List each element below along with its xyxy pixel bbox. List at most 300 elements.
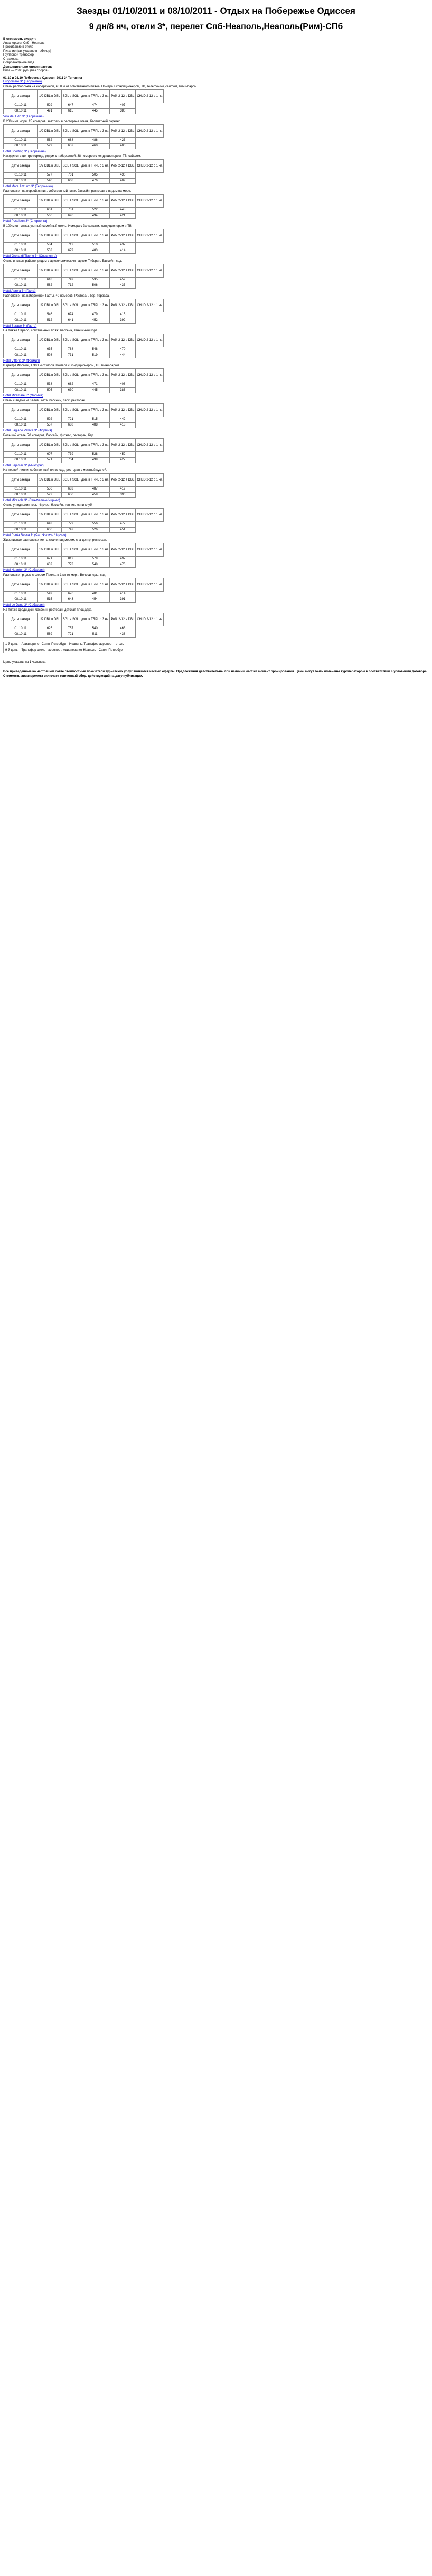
- column-header: Реб. 2-12 в DBL: [110, 439, 136, 452]
- table-row: [4, 417, 164, 423]
- column-header: Даты заезда: [4, 578, 38, 592]
- column-header: доп. в TRPL с 3 на: [80, 404, 109, 417]
- price-cell: 701: [61, 173, 80, 179]
- price-table: [3, 403, 164, 428]
- hotel-block: [3, 394, 429, 428]
- hotel-link[interactable]: Hotel Grotta di Tiberio 3* (Сперлонга): [3, 255, 57, 258]
- date-cell: 08.10.11: [4, 457, 38, 463]
- date-cell: 01.10.11: [4, 522, 38, 528]
- price-cell: 721: [61, 417, 80, 423]
- table-row: [4, 278, 164, 283]
- price-cell: 696: [61, 213, 80, 219]
- price-cell: 643: [61, 597, 80, 603]
- price-cell: 430: [110, 173, 136, 179]
- column-header: SGL в SGL: [61, 474, 80, 487]
- price-cell: 571: [38, 457, 62, 463]
- price-table-header: [4, 369, 164, 382]
- price-cell: 683: [61, 487, 80, 493]
- price-cell: 392: [110, 318, 136, 324]
- column-header: 1/2 DBL в DBL: [38, 229, 62, 243]
- column-header: 1/2 DBL в DBL: [38, 264, 62, 278]
- column-header: Даты заезда: [4, 334, 38, 347]
- page-title: Заезды 01/10/2011 и 08/10/2011 - Отдых на Побережье Одиссея: [77, 6, 355, 16]
- column-header: Реб. 2-12 в DBL: [110, 299, 136, 312]
- date-cell: 01.10.11: [4, 173, 38, 179]
- price-table: [3, 334, 164, 358]
- price-table: [3, 613, 164, 638]
- price-cell: 391: [110, 597, 136, 603]
- column-header: 1/2 DBL в DBL: [38, 578, 62, 592]
- price-cell: 463: [110, 626, 136, 632]
- table-row: [4, 387, 164, 393]
- column-header: CHLD 2-12 с 1 на: [136, 404, 164, 417]
- price-cell: 577: [38, 173, 62, 179]
- date-cell: 01.10.11: [4, 452, 38, 458]
- price-cell: 712: [61, 243, 80, 248]
- price-cell: 635: [38, 347, 62, 353]
- price-cell: 742: [61, 527, 80, 533]
- column-header: 1/2 DBL в DBL: [38, 474, 62, 487]
- price-cell: 556: [80, 522, 109, 528]
- price-cell: 538: [38, 382, 62, 388]
- hotel-block: [3, 80, 429, 114]
- includes-item: Сопровождение гида: [3, 61, 34, 65]
- price-cell: 515: [38, 597, 62, 603]
- price-cell: 522: [38, 492, 62, 498]
- hotel-link[interactable]: Hotel Serapo 3* (Гаэта): [3, 325, 37, 328]
- column-header: Даты заезда: [4, 264, 38, 278]
- hotel-link[interactable]: Hotel Miramare 3* (Формия): [3, 394, 43, 398]
- hotel-link[interactable]: Hotel Le Dune 3* (Сабаудия): [3, 604, 45, 607]
- date-cell: 08.10.11: [4, 492, 38, 498]
- price-cell: 548: [80, 562, 109, 568]
- hotel-link[interactable]: Hotel Aurora 3* (Гаэта): [3, 290, 36, 293]
- price-cell: 553: [38, 248, 62, 254]
- column-header: доп. в TRPL с 3 на: [80, 299, 109, 312]
- hotel-link[interactable]: Lungomare 3* (Террачина): [3, 80, 42, 84]
- price-cell: 499: [80, 457, 109, 463]
- column-header: Реб. 2-12 в DBL: [110, 195, 136, 208]
- column-header: доп. в TRPL с 3 на: [80, 90, 109, 103]
- column-header: Даты заезда: [4, 613, 38, 626]
- price-cell: 477: [110, 522, 136, 528]
- column-header: SGL в SGL: [61, 439, 80, 452]
- hotel-block: [3, 569, 429, 603]
- column-header: SGL в SGL: [61, 264, 80, 278]
- price-cell: 526: [80, 527, 109, 533]
- hotel-block: [3, 290, 429, 324]
- column-header: CHLD 2-12 с 1 на: [136, 299, 164, 312]
- price-table-header: [4, 90, 164, 103]
- table-row: [4, 103, 164, 109]
- table-row: [4, 208, 164, 214]
- price-cell: 409: [110, 178, 136, 184]
- price-cell: 488: [80, 422, 109, 428]
- price-cell: 606: [38, 527, 62, 533]
- price-cell: 779: [61, 522, 80, 528]
- column-header: Реб. 2-12 в DBL: [110, 613, 136, 626]
- date-cell: 08.10.11: [4, 527, 38, 533]
- price-cell: 712: [61, 283, 80, 289]
- table-row: [4, 243, 164, 248]
- column-header: Реб. 2-12 в DBL: [110, 125, 136, 138]
- price-cell: 688: [61, 422, 80, 428]
- price-cell: 522: [80, 208, 109, 214]
- price-cell: 486: [80, 138, 109, 144]
- column-header: SGL в SGL: [61, 334, 80, 347]
- price-cell: 812: [61, 557, 80, 562]
- hotel-description: Отель в тихом районе, рядом с археологическим парком Тиберия. Бассейн, сад.: [3, 259, 123, 263]
- date-cell: 01.10.11: [4, 103, 38, 109]
- column-header: Реб. 2-12 в DBL: [110, 509, 136, 522]
- price-cell: 515: [80, 417, 109, 423]
- price-cell: 625: [38, 626, 62, 632]
- date-cell: 01.10.11: [4, 592, 38, 597]
- price-cell: 528: [80, 452, 109, 458]
- price-cell: 454: [80, 597, 109, 603]
- price-cell: 607: [38, 452, 62, 458]
- date-cell: 01.10.11: [4, 626, 38, 632]
- hotel-block: [3, 499, 429, 533]
- hotel-block: [3, 220, 429, 254]
- price-cell: 704: [61, 457, 80, 463]
- date-cell: 01.10.11: [4, 557, 38, 562]
- includes-item: Групповой трансфер: [3, 53, 34, 57]
- hotel-link[interactable]: Hotel Vittoria 3* (Формия): [3, 359, 40, 363]
- table-row: [4, 178, 164, 184]
- hotel-description: Отель расположен на набережной, в 50 м от собственного пляжа. Номера с кондиционером, ТВ, телефоном, сейфом, мини-баром.: [3, 85, 198, 88]
- column-header: Реб. 2-12 в DBL: [110, 334, 136, 347]
- hotel-description: Отель у подножия горы Чирчео, бассейн, теннис, мини-клуб.: [3, 503, 93, 507]
- price-table-header: [4, 195, 164, 208]
- column-header: SGL в SGL: [61, 404, 80, 417]
- hotel-link[interactable]: Hotel Mare Azzurro 3* (Террачина): [3, 185, 53, 189]
- transfer-desc: Авиаперелет Санкт-Петербург - Неаполь. Трансфер аэропорт - отель: [20, 642, 126, 648]
- column-header: 1/2 DBL в DBL: [38, 439, 62, 452]
- hotel-description: В 200 м от моря, 15 номеров, завтраки в ресторане отеля, бесплатный паркинг.: [3, 119, 120, 123]
- column-header: 1/2 DBL в DBL: [38, 369, 62, 382]
- price-table: [3, 543, 164, 568]
- column-header: SGL в SGL: [61, 229, 80, 243]
- transfer-day: 9-й день: [4, 648, 20, 653]
- hotel-link[interactable]: Hotel Punta Rossa 3* (Сан-Феличе-Чирчео): [3, 534, 67, 538]
- table-row: [4, 143, 164, 149]
- column-header: CHLD 2-12 с 1 на: [136, 160, 164, 173]
- price-table: [3, 124, 164, 149]
- column-header: Реб. 2-12 в DBL: [110, 90, 136, 103]
- hotel-link[interactable]: Hotel Poseidon 3* (Сперлонга): [3, 220, 48, 224]
- column-header: Даты заезда: [4, 543, 38, 557]
- price-table: [3, 508, 164, 533]
- price-cell: 768: [61, 347, 80, 353]
- column-header: CHLD 2-12 с 1 на: [136, 543, 164, 557]
- hotel-description: В 100 м от пляжа, уютный семейный отель. Номера с балконами, кондиционером и ТВ.: [3, 224, 133, 228]
- column-header: доп. в TRPL с 3 на: [80, 264, 109, 278]
- date-cell: 08.10.11: [4, 353, 38, 358]
- column-header: доп. в TRPL с 3 на: [80, 509, 109, 522]
- date-cell: 08.10.11: [4, 387, 38, 393]
- table-row: [4, 213, 164, 219]
- price-cell: 400: [110, 143, 136, 149]
- price-cell: 540: [80, 626, 109, 632]
- hotel-description: На пляже среди дюн, бассейн, ресторан, детская площадка.: [3, 608, 93, 612]
- extra-item: Виза — 2000 руб. (без сборов): [3, 69, 49, 73]
- price-cell: 632: [38, 562, 62, 568]
- price-cell: 579: [80, 557, 109, 562]
- hotel-block: [3, 359, 429, 393]
- price-cell: 519: [80, 353, 109, 358]
- price-cell: 535: [80, 278, 109, 283]
- column-header: доп. в TRPL с 3 на: [80, 543, 109, 557]
- column-header: доп. в TRPL с 3 на: [80, 229, 109, 243]
- column-header: CHLD 2-12 с 1 на: [136, 125, 164, 138]
- hotel-description: На пляже Серапо, собственный пляж, бассейн, теннисный корт.: [3, 329, 98, 333]
- price-cell: 483: [80, 248, 109, 254]
- date-cell: 08.10.11: [4, 108, 38, 114]
- price-table: [3, 159, 164, 184]
- column-header: Даты заезда: [4, 125, 38, 138]
- column-header: Даты заезда: [4, 195, 38, 208]
- column-header: Реб. 2-12 в DBL: [110, 229, 136, 243]
- hotel-description: В центре Формии, в 300 м от моря. Номера с кондиционером, ТВ, мини-баром.: [3, 364, 120, 367]
- price-cell: 582: [38, 283, 62, 289]
- hotel-description: Отель с видом на залив Гаэта, бассейн, парк, ресторан.: [3, 399, 86, 402]
- price-table: [3, 299, 164, 324]
- table-row: [4, 318, 164, 324]
- hotel-description: Живописное расположение на скале над морем, спа-центр, ресторан.: [3, 538, 107, 542]
- price-cell: 511: [80, 632, 109, 638]
- date-cell: 08.10.11: [4, 597, 38, 603]
- price-cell: 749: [61, 278, 80, 283]
- column-header: Даты заезда: [4, 509, 38, 522]
- price-table-header: [4, 543, 164, 557]
- price-table: [3, 264, 164, 289]
- table-row: [4, 492, 164, 498]
- price-cell: 476: [80, 178, 109, 184]
- column-header: Даты заезда: [4, 474, 38, 487]
- table-row: [4, 592, 164, 597]
- table-row: [4, 138, 164, 144]
- price-cell: 731: [61, 208, 80, 214]
- hotels-list: [3, 80, 429, 638]
- hotel-link[interactable]: Villa del Lido 3* (Террачина): [3, 115, 44, 119]
- column-header: CHLD 2-12 с 1 на: [136, 195, 164, 208]
- footer-note: Все приведенные на настоящем сайте стоимостные показатели туристских услуг являются частью оферты. Предложения действительны при наличии мест на момент бронирования. Цены могут быть изменены туроператором в соответствии с условиями договора. Стоимость авиаперелета включает топливный сбор, действующий на дату публикации.: [3, 670, 428, 678]
- date-cell: 08.10.11: [4, 562, 38, 568]
- date-cell: 08.10.11: [4, 178, 38, 184]
- date-cell: 01.10.11: [4, 138, 38, 144]
- price-table: [3, 229, 164, 254]
- column-header: Даты заезда: [4, 439, 38, 452]
- page-subtitle: 9 дн/8 нч, отели 3*, перелет Спб-Неаполь,Неаполь(Рим)-СПб: [89, 22, 343, 32]
- table-row: [4, 108, 164, 114]
- price-table: [3, 578, 164, 603]
- price-cell: 506: [80, 283, 109, 289]
- column-header: SGL в SGL: [61, 125, 80, 138]
- transfers-block: [3, 642, 429, 665]
- column-header: Даты заезда: [4, 369, 38, 382]
- price-cell: 601: [38, 208, 62, 214]
- transfers-table: [3, 642, 126, 653]
- table-row: [4, 626, 164, 632]
- table-row: [4, 632, 164, 638]
- hotel-link[interactable]: Hotel Sporting 3* (Террачина): [3, 150, 46, 154]
- price-cell: 459: [110, 278, 136, 283]
- table-row: [4, 312, 164, 318]
- column-header: SGL в SGL: [61, 578, 80, 592]
- hotel-block: [3, 255, 429, 289]
- price-table-header: [4, 474, 164, 487]
- price-table-header: [4, 578, 164, 592]
- hotel-description: На первой линии, собственный пляж, сад, ресторан с местной кухней.: [3, 468, 107, 472]
- hotel-block: [3, 534, 429, 568]
- date-cell: 08.10.11: [4, 248, 38, 254]
- column-header: Реб. 2-12 в DBL: [110, 543, 136, 557]
- price-cell: 380: [110, 108, 136, 114]
- price-cell: 529: [38, 143, 62, 149]
- price-cell: 584: [38, 243, 62, 248]
- table-row: [4, 562, 164, 568]
- price-cell: 408: [110, 382, 136, 388]
- hotel-link[interactable]: Hotel Fagiano Palace 3* (Формия): [3, 429, 52, 433]
- hotel-link[interactable]: Hotel Bajamar 3* (Минтурно): [3, 464, 45, 468]
- price-cell: 479: [80, 312, 109, 318]
- price-cell: 566: [38, 213, 62, 219]
- column-header: CHLD 2-12 с 1 на: [136, 613, 164, 626]
- price-cell: 592: [38, 417, 62, 423]
- price-cell: 688: [61, 138, 80, 144]
- price-table: [3, 368, 164, 393]
- price-table: [3, 89, 164, 114]
- price-cell: 662: [61, 382, 80, 388]
- column-header: 1/2 DBL в DBL: [38, 160, 62, 173]
- price-cell: 505: [38, 387, 62, 393]
- price-cell: 497: [110, 557, 136, 562]
- column-header: Даты заезда: [4, 299, 38, 312]
- price-cell: 618: [38, 278, 62, 283]
- column-header: доп. в TRPL с 3 на: [80, 160, 109, 173]
- hotel-block: [3, 325, 429, 358]
- column-header: Реб. 2-12 в DBL: [110, 369, 136, 382]
- table-row: [4, 283, 164, 289]
- hotel-block: [3, 150, 429, 184]
- column-header: CHLD 2-12 с 1 на: [136, 264, 164, 278]
- price-cell: 773: [61, 562, 80, 568]
- price-cell: 491: [38, 108, 62, 114]
- column-header: SGL в SGL: [61, 160, 80, 173]
- includes-block: [3, 38, 429, 73]
- hotel-description: Находится в центре города, рядом с набережной. 38 номеров с кондиционером, ТВ, сейфом.: [3, 154, 141, 158]
- column-header: SGL в SGL: [61, 509, 80, 522]
- column-header: доп. в TRPL с 3 на: [80, 334, 109, 347]
- price-cell: 739: [61, 452, 80, 458]
- column-header: 1/2 DBL в DBL: [38, 90, 62, 103]
- includes-item: Авиаперелет Спб - Неаполь: [3, 41, 45, 45]
- date-cell: 01.10.11: [4, 278, 38, 283]
- price-cell: 452: [80, 318, 109, 324]
- price-cell: 641: [61, 318, 80, 324]
- price-cell: 671: [38, 557, 62, 562]
- hotel-description: Большой отель, 70 номеров, бассейн, фитнес, ресторан, бар.: [3, 433, 95, 437]
- price-cell: 589: [38, 632, 62, 638]
- extra-heading: Дополнительно оплачивается:: [3, 65, 52, 69]
- price-cell: 647: [61, 103, 80, 109]
- price-table-header: [4, 613, 164, 626]
- column-header: SGL в SGL: [61, 299, 80, 312]
- price-cell: 396: [110, 492, 136, 498]
- price-cell: 562: [38, 138, 62, 144]
- price-cell: 471: [80, 382, 109, 388]
- price-table: [3, 194, 164, 219]
- hotel-description: Расположен на первой линии, собственный пляж, бассейн, ресторан с видом на море.: [3, 189, 132, 193]
- transfer-desc: Трансфер отель - аэропорт. Авиаперелет Неаполь - Санкт-Петербург: [20, 648, 126, 653]
- column-header: CHLD 2-12 с 1 на: [136, 509, 164, 522]
- date-cell: 01.10.11: [4, 208, 38, 214]
- table-row: [4, 487, 164, 493]
- price-cell: 540: [38, 178, 62, 184]
- table-row: [4, 527, 164, 533]
- table-row: [4, 248, 164, 254]
- price-cell: 494: [80, 213, 109, 219]
- table-row: [4, 382, 164, 388]
- table-row: [4, 347, 164, 353]
- price-table-header: [4, 299, 164, 312]
- hotel-block: [3, 115, 429, 149]
- column-header: 1/2 DBL в DBL: [38, 509, 62, 522]
- table-row: [4, 353, 164, 358]
- table-row: [4, 422, 164, 428]
- column-header: Даты заезда: [4, 90, 38, 103]
- price-cell: 433: [110, 283, 136, 289]
- price-cell: 421: [110, 213, 136, 219]
- price-cell: 630: [61, 387, 80, 393]
- date-cell: 08.10.11: [4, 318, 38, 324]
- column-header: Даты заезда: [4, 229, 38, 243]
- table-row: [4, 173, 164, 179]
- date-cell: 01.10.11: [4, 382, 38, 388]
- price-cell: 437: [110, 243, 136, 248]
- price-cell: 757: [61, 626, 80, 632]
- column-header: доп. в TRPL с 3 на: [80, 613, 109, 626]
- column-header: SGL в SGL: [61, 195, 80, 208]
- hotel-link[interactable]: Hotel Neanton 3* (Сабаудия): [3, 569, 45, 573]
- date-cell: 08.10.11: [4, 213, 38, 219]
- price-table-header: [4, 160, 164, 173]
- price-cell: 415: [110, 312, 136, 318]
- column-header: Реб. 2-12 в DBL: [110, 264, 136, 278]
- column-header: доп. в TRPL с 3 на: [80, 578, 109, 592]
- price-cell: 615: [61, 108, 80, 114]
- price-cell: 459: [80, 492, 109, 498]
- price-cell: 423: [110, 138, 136, 144]
- price-cell: 474: [80, 103, 109, 109]
- date-cell: 08.10.11: [4, 283, 38, 289]
- date-cell: 01.10.11: [4, 487, 38, 493]
- column-header: 1/2 DBL в DBL: [38, 404, 62, 417]
- hotel-link[interactable]: Hotel Mirasole 3* (Сан-Феличе-Чирчео): [3, 499, 60, 503]
- column-header: Реб. 2-12 в DBL: [110, 578, 136, 592]
- column-header: доп. в TRPL с 3 на: [80, 195, 109, 208]
- date-cell: 08.10.11: [4, 632, 38, 638]
- includes-item: Страховка: [3, 57, 19, 61]
- price-cell: 414: [110, 592, 136, 597]
- price-cell: 460: [80, 143, 109, 149]
- date-cell: 01.10.11: [4, 243, 38, 248]
- table-row: [4, 522, 164, 528]
- price-cell: 557: [38, 422, 62, 428]
- price-cell: 407: [110, 103, 136, 109]
- date-cell: 01.10.11: [4, 417, 38, 423]
